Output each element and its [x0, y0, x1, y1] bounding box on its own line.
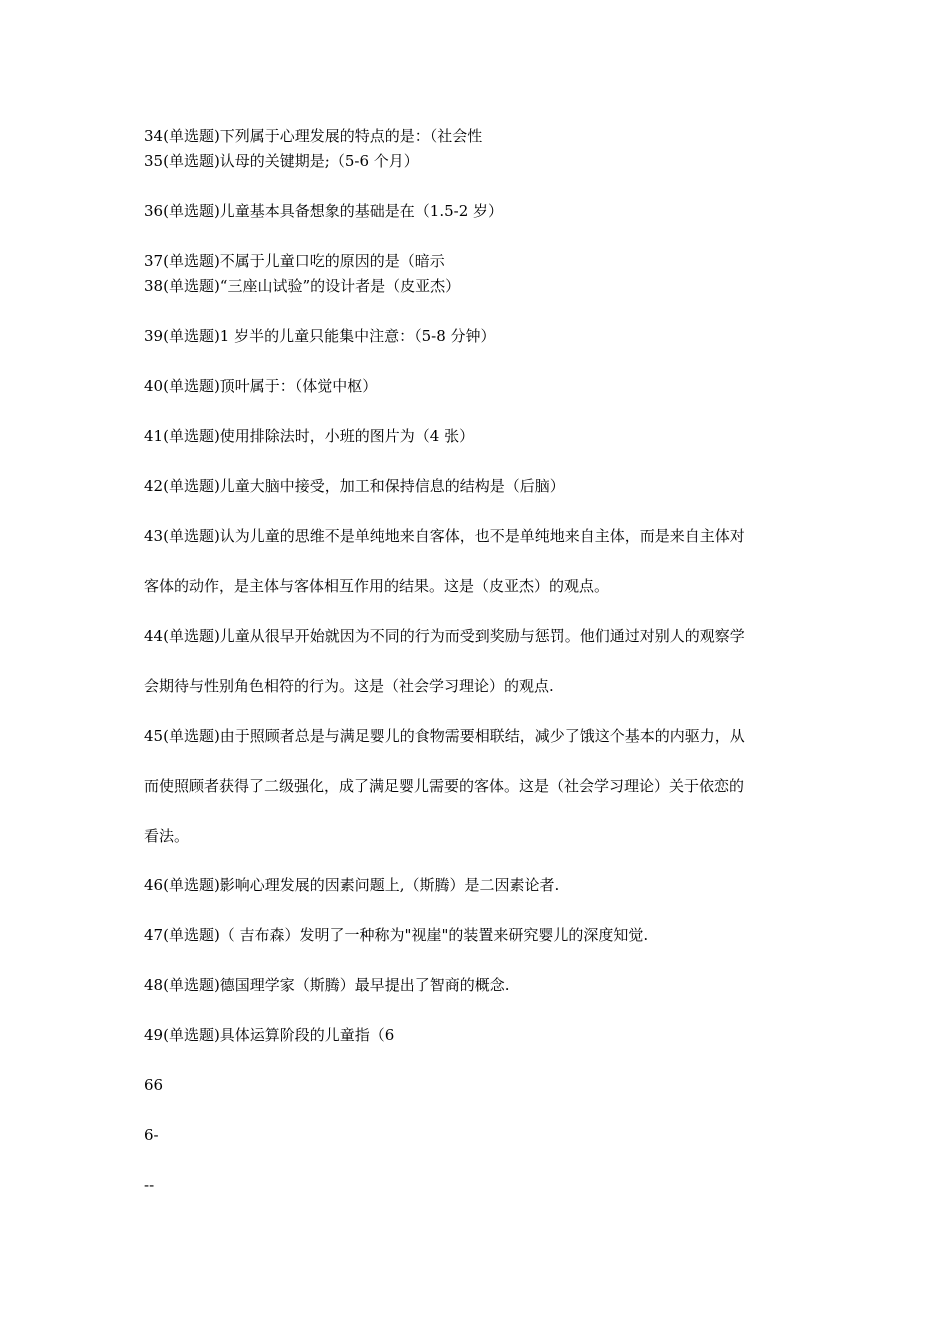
question-45-continuation-2: 看法。 — [144, 827, 190, 845]
question-40-line: 40(单选题)顶叶属于：（体觉中枢） — [144, 377, 378, 395]
question-48-line: 48(单选题)德国理学家（斯腾）最早提出了智商的概念. — [144, 976, 510, 994]
question-35-line: 35(单选题)认母的关键期是;（5-6 个月） — [144, 152, 419, 170]
question-49-line: 49(单选题)具体运算阶段的儿童指（6 — [144, 1026, 395, 1044]
question-43-line: 43(单选题)认为儿童的思维不是单纯地来自客体，也不是单纯地来自主体，而是来自主体对 — [144, 527, 745, 545]
fragment-line-3: -- — [144, 1176, 155, 1194]
fragment-line-1: 66 — [144, 1076, 164, 1094]
question-45-continuation: 而使照顾者获得了二级强化，成了满足婴儿需要的客体。这是（社会学习理论）关于依恋的 — [144, 777, 745, 795]
fragment-line-2: 6- — [144, 1126, 159, 1144]
question-36-line: 36(单选题)儿童基本具备想象的基础是在（1.5-2 岁） — [144, 202, 504, 220]
question-45-line: 45(单选题)由于照顾者总是与满足婴儿的食物需要相联结，减少了饿这个基本的内驱力，从 — [144, 727, 745, 745]
question-43-continuation: 客体的动作，是主体与客体相互作用的结果。这是（皮亚杰）的观点。 — [144, 577, 610, 595]
question-44-line: 44(单选题)儿童从很早开始就因为不同的行为而受到奖励与惩罚。他们通过对别人的观察学 — [144, 627, 745, 645]
question-39-line: 39(单选题)1 岁半的儿童只能集中注意：（5-8 分钟） — [144, 327, 496, 345]
question-46-line: 46(单选题)影响心理发展的因素问题上,（斯腾）是二因素论者. — [144, 876, 560, 894]
question-41-line: 41(单选题)使用排除法时，小班的图片为（4 张） — [144, 427, 475, 445]
question-38-line: 38(单选题)“三座山试验”的设计者是（皮亚杰） — [144, 277, 461, 295]
question-37-line: 37(单选题)不属于儿童口吃的原因的是（暗示 — [144, 252, 445, 270]
question-44-continuation: 会期待与性别角色相符的行为。这是（社会学习理论）的观点. — [144, 677, 554, 695]
question-47-line: 47(单选题)（ 吉布森）发明了一种称为"视崖"的装置来研究婴儿的深度知觉. — [144, 926, 649, 944]
question-42-line: 42(单选题)儿童大脑中接受，加工和保持信息的结构是（后脑） — [144, 477, 565, 495]
question-34-line: 34(单选题)下列属于心理发展的特点的是：（社会性 — [144, 127, 483, 145]
